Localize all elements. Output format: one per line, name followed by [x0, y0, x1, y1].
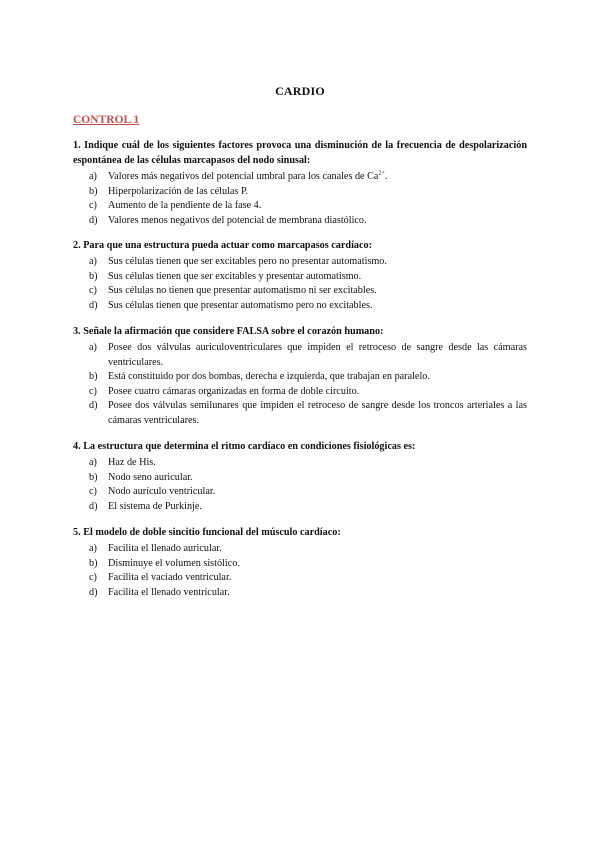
option-item — [73, 586, 527, 601]
option-list — [73, 170, 527, 228]
option-letter: b) — [89, 185, 98, 197]
option-text: Facilita el llenado ventricular. — [108, 586, 230, 598]
option-item — [73, 542, 527, 557]
section-heading: CONTROL 1 — [73, 114, 140, 126]
option-text: Posee cuatro cámaras organizadas en forma de doble circuito. — [108, 385, 360, 397]
option-item — [73, 485, 527, 500]
option-list — [73, 341, 527, 429]
option-text: Nodo seno auricular. — [108, 471, 193, 483]
option-item — [73, 270, 527, 285]
option-letter: d) — [89, 586, 98, 598]
option-text: Sus células tienen que presentar automatismo pero no excitables. — [108, 299, 373, 311]
option-letter: c) — [89, 200, 97, 212]
option-list — [73, 255, 527, 313]
option-letter: c) — [89, 572, 97, 584]
option-letter: c) — [89, 285, 97, 297]
option-letter: d) — [89, 299, 98, 311]
option-list — [73, 456, 527, 514]
option-item — [73, 571, 527, 586]
question-text: 1. Indique cuál de los siguientes factores provoca una disminución de la frecuencia de despolarización espontánea de las células marcapasos del nodo sinusal: — [73, 140, 527, 166]
option-letter: a) — [89, 171, 97, 182]
option-letter: b) — [89, 471, 98, 483]
question-3 — [73, 324, 527, 429]
question-text: 4. La estructura que determina el ritmo cardíaco en condiciones fisiológicas es: — [73, 441, 416, 452]
option-item — [73, 385, 527, 400]
question-4 — [73, 439, 527, 514]
option-item — [73, 185, 527, 200]
option-letter: a) — [89, 256, 97, 267]
question-2 — [73, 238, 527, 313]
option-text: Facilita el llenado auricular. — [108, 543, 222, 554]
option-item — [73, 170, 527, 185]
option-letter: b) — [89, 270, 98, 282]
option-text: El sistema de Purkinje. — [108, 500, 202, 512]
option-text: Hiperpolarización de las células P. — [108, 185, 249, 197]
option-letter: a) — [89, 342, 97, 353]
option-text: Nodo aurículo ventricular. — [108, 486, 216, 498]
option-letter: c) — [89, 486, 97, 498]
option-item — [73, 471, 527, 486]
option-text: Aumento de la pendiente de la fase 4. — [108, 200, 262, 212]
question-text: 5. El modelo de doble sincitio funcional del músculo cardíaco: — [73, 527, 341, 538]
question-1 — [73, 138, 527, 228]
page-title: CARDIO — [275, 84, 325, 98]
option-letter: b) — [89, 557, 98, 569]
option-item — [73, 456, 527, 471]
option-item — [73, 370, 527, 385]
option-text: Valores menos negativos del potencial de membrana diastólico. — [108, 214, 367, 226]
option-letter: d) — [89, 500, 98, 512]
option-text: Sus células tienen que ser excitables y presentar automatismo. — [108, 270, 362, 282]
option-item — [73, 284, 527, 299]
option-list — [73, 542, 527, 600]
option-text-end: . — [384, 171, 388, 182]
option-letter: d) — [89, 400, 98, 412]
option-item — [73, 199, 527, 214]
option-item — [73, 557, 527, 572]
option-letter: a) — [89, 543, 97, 554]
option-text: Está constituido por dos bombas, derecha e izquierda, que trabajan en paralelo. — [108, 371, 430, 383]
question-text: 3. Señale la afirmación que considere FALSA sobre el corazón humano: — [73, 326, 384, 337]
question-text: 2. Para que una estructura pueda actuar como marcapasos cardíaco: — [73, 240, 372, 251]
option-item — [73, 341, 527, 370]
option-text: Posee dos válvulas semilunares que impiden el retroceso de sangre desde los troncos arteriales a las cámaras ventriculares. — [108, 400, 527, 426]
option-text: Facilita el vaciado ventricular. — [108, 572, 232, 584]
option-item — [73, 299, 527, 314]
option-text: Posee dos válvulas auriculoventriculares que impiden el retroceso de sangre desde las cámaras ventriculares. — [108, 342, 527, 368]
option-item — [73, 214, 527, 229]
question-5 — [73, 525, 527, 600]
option-letter: c) — [89, 385, 97, 397]
option-text: Valores más negativos del potencial umbral para los canales de Ca — [108, 171, 379, 182]
option-item — [73, 500, 527, 515]
option-letter: b) — [89, 371, 98, 383]
option-item — [73, 255, 527, 270]
option-text: Haz de His. — [108, 457, 156, 468]
option-text: Sus células no tienen que presentar automatismo ni ser excitables. — [108, 285, 377, 297]
option-letter: d) — [89, 214, 98, 226]
option-item — [73, 399, 527, 428]
option-text: Disminuye el volumen sistólico. — [108, 557, 240, 569]
superscript: 2+ — [378, 170, 385, 177]
option-letter: a) — [89, 457, 97, 468]
option-text: Sus células tienen que ser excitables pero no presentar automatismo. — [108, 256, 387, 267]
